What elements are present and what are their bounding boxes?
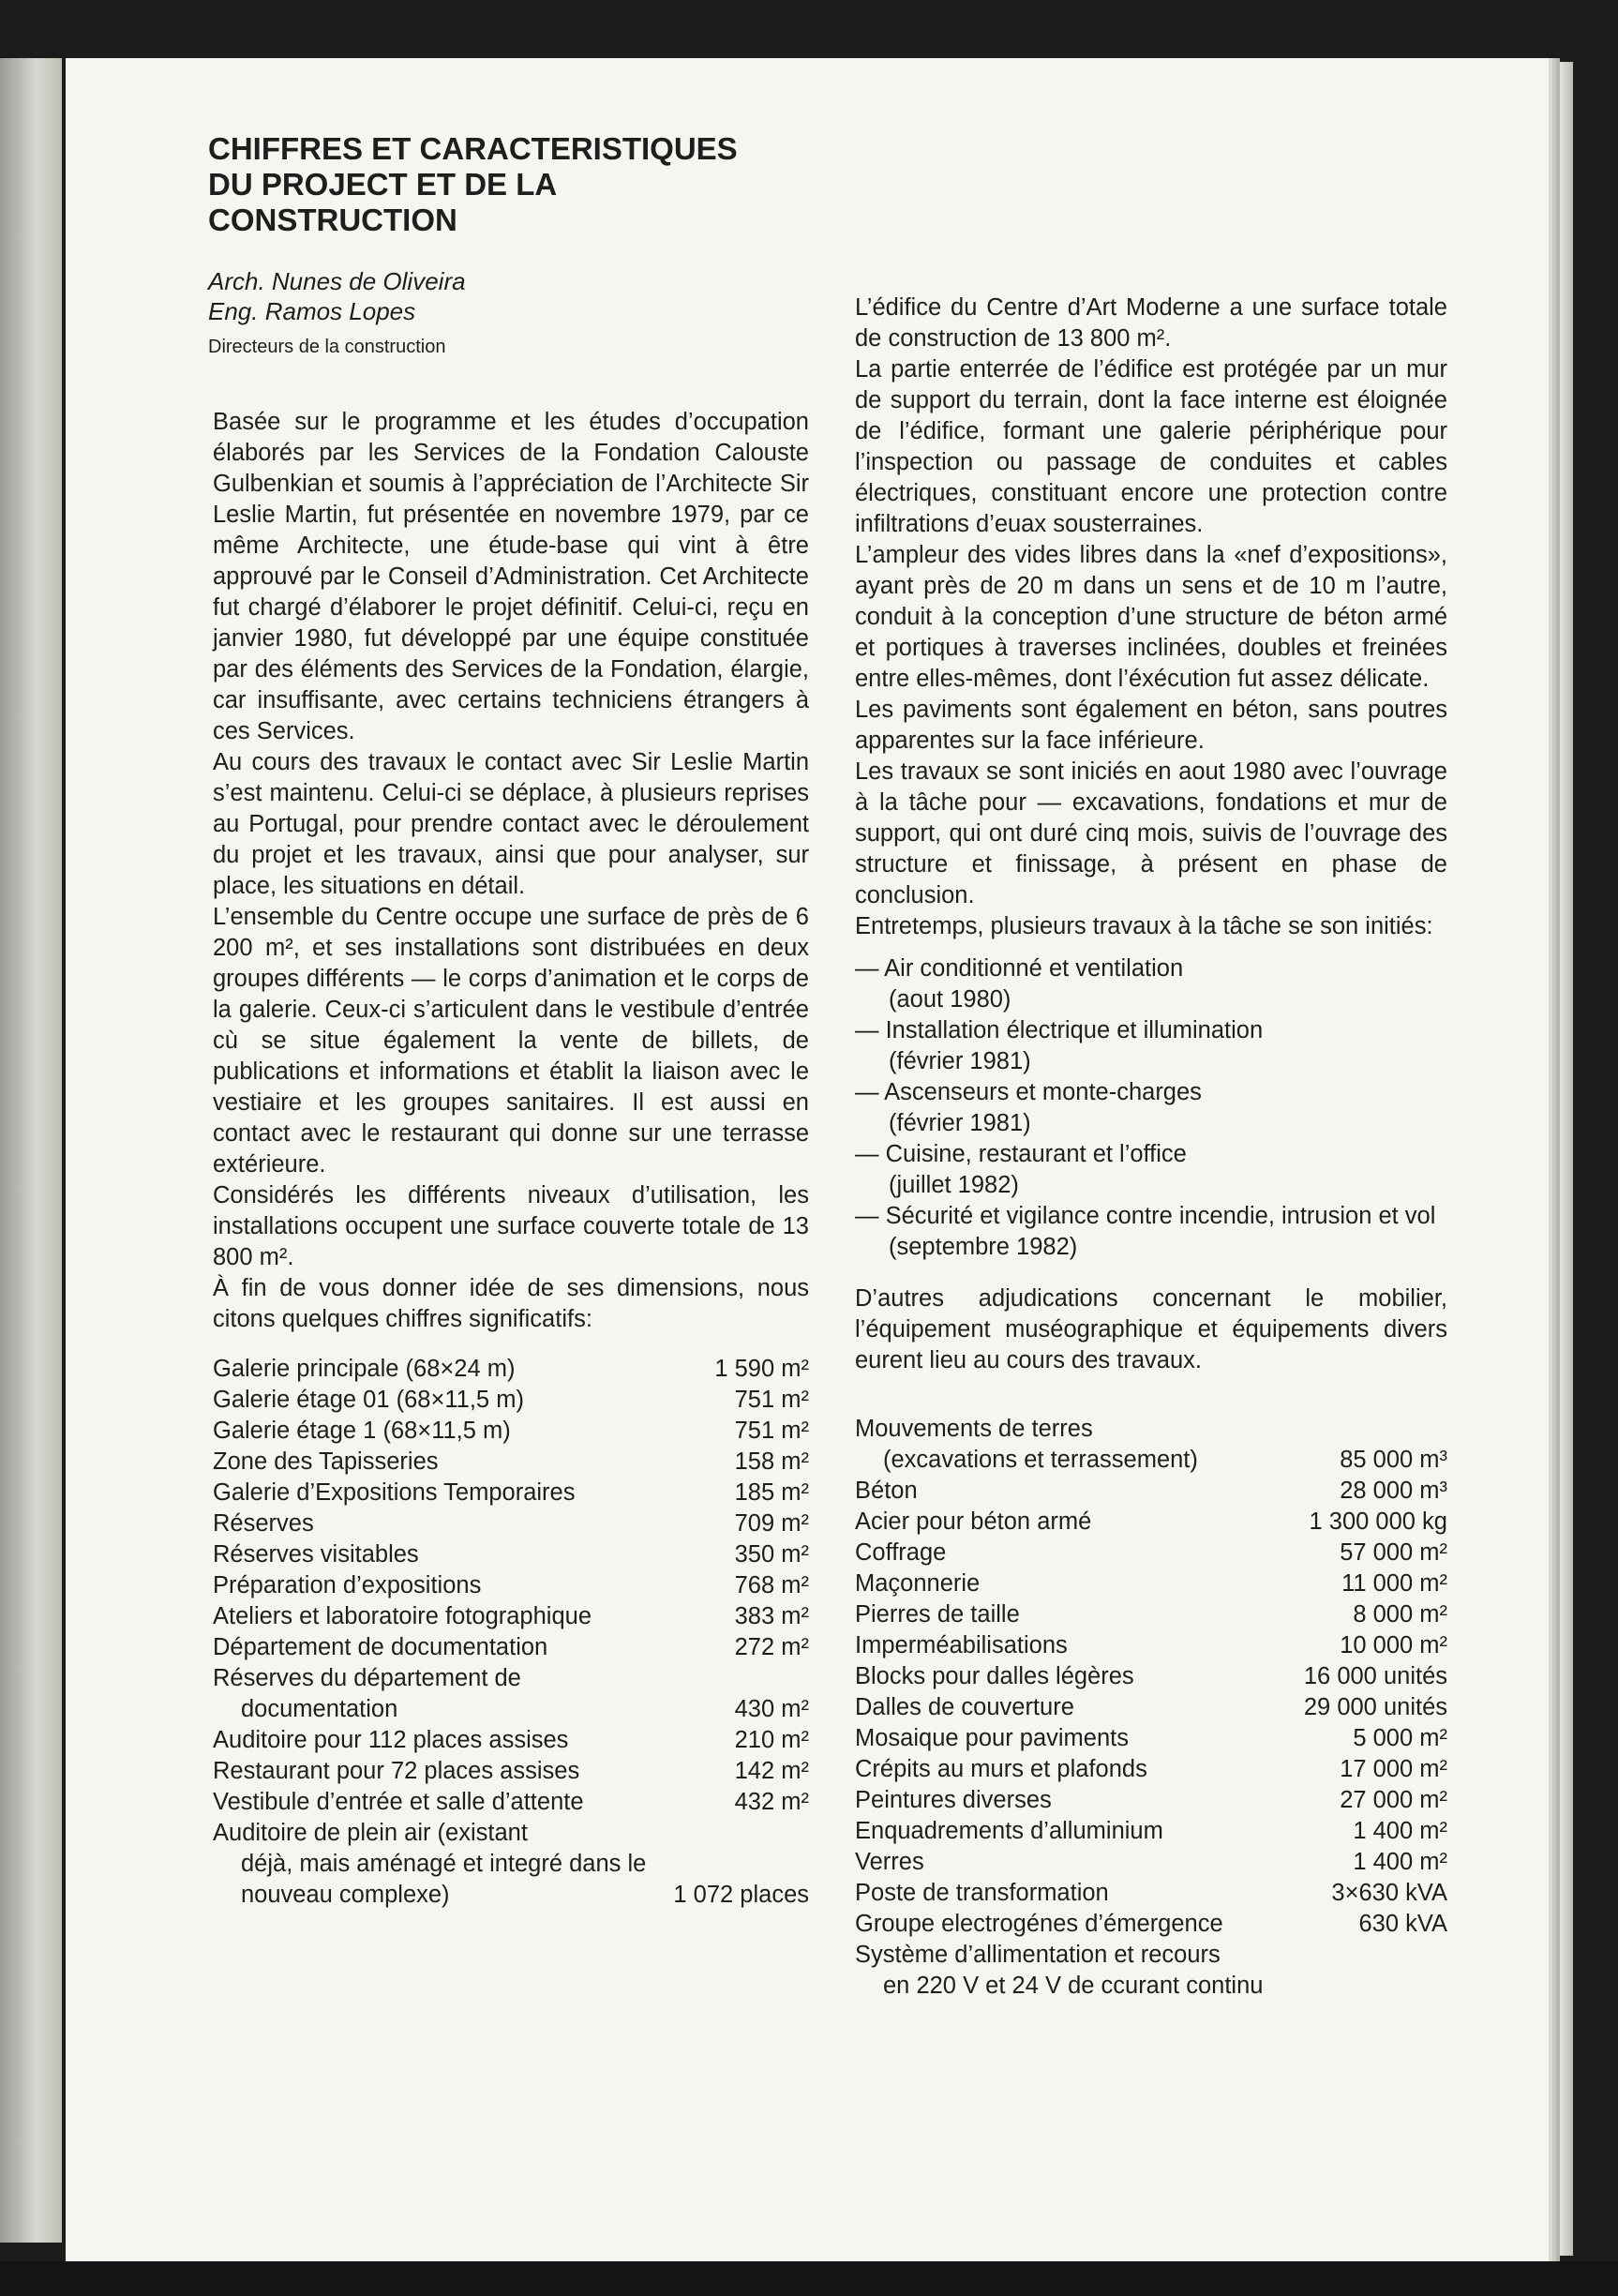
dimension-item	[213, 1818, 673, 1911]
dimension-item: Préparation d’expositions	[213, 1572, 482, 1598]
table-row	[213, 1725, 809, 1756]
material-item: Blocks pour dalles légères	[855, 1663, 1134, 1689]
table-row	[213, 1385, 809, 1416]
table-row	[213, 1818, 809, 1911]
paragraph: L’ensemble du Centre occupe une surface de près de 6 200 m², et ses installations sont distribuées en deux groupes différents — le corps d’animation et le corps de la galerie. Ceux-ci s’articulent dans le vestibule d’entrée cù se situe également la vente de billets, de publications et informations et établit la liaison avec le vestiaire et les groupes sanitaires. Il est aussi en contact avec le restaurant qui donne sur une terrasse extérieure.	[213, 904, 809, 1178]
material-item-continuation: (excavations et terrassement)	[883, 1447, 1198, 1473]
material-item: Mosaique pour paviments	[855, 1725, 1129, 1751]
dimension-value: 158 m²	[734, 1448, 809, 1475]
material-item: Imperméabilisations	[855, 1632, 1068, 1658]
title-line: DU PROJECT ET DE LA	[208, 167, 558, 202]
dimension-value: 432 m²	[734, 1789, 809, 1815]
dimension-value: 185 m²	[734, 1479, 809, 1506]
title-line: CHIFFRES ET CARACTERISTIQUES	[208, 131, 738, 166]
table-row	[855, 1878, 1447, 1909]
materials-table	[855, 1414, 1447, 2002]
paragraph: D’autres adjudications concernant le mobilier, l’équipement muséographique et équipements divers eurent lieu au cours des travaux.	[855, 1285, 1447, 1373]
material-value: 28 000 m³	[1340, 1478, 1447, 1504]
dimension-item: Zone des Tapisseries	[213, 1448, 439, 1475]
table-row	[855, 1476, 1447, 1507]
material-item	[855, 1940, 1294, 2002]
material-item-continuation: en 220 V et 24 V de ccurant continu	[883, 1973, 1264, 1999]
dimension-value: 210 m²	[734, 1727, 809, 1753]
material-item	[855, 1414, 1294, 1476]
authors	[208, 266, 466, 326]
table-row	[213, 1447, 809, 1478]
dimension-item: Galerie d’Expositions Temporaires	[213, 1479, 576, 1506]
table-row	[213, 1632, 809, 1663]
table-row	[855, 1538, 1447, 1568]
material-item: Verres	[855, 1849, 924, 1875]
table-row	[213, 1570, 809, 1601]
material-value: 1 300 000 kg	[1309, 1508, 1447, 1535]
dimension-item: Département de documentation	[213, 1634, 548, 1660]
left-column	[213, 407, 809, 1911]
adjacent-page-edge	[0, 58, 62, 2243]
table-row	[213, 1354, 809, 1385]
title-line: CONSTRUCTION	[208, 203, 457, 237]
dimension-value: 383 m²	[734, 1603, 809, 1629]
dimension-value: 272 m²	[734, 1634, 809, 1660]
table-row	[213, 1663, 809, 1725]
table-row	[855, 1414, 1447, 1476]
table-row	[855, 1847, 1447, 1878]
paragraph: La partie enterrée de l’édifice est protégée par un mur de support du terrain, dont la face interne est éloignée de l’édifice, formant une galerie périphérique pour l’inspection ou passage de conduites et cables électriques, constituant encore une protection contre infiltrations d’euax sousterraines.	[855, 356, 1447, 537]
dimension-value: 1 072 places	[673, 1882, 809, 1908]
dimension-value: 768 m²	[734, 1572, 809, 1598]
material-value: 1 400 m²	[1353, 1818, 1447, 1844]
material-item-label: Système d’allimentation et recours	[855, 1942, 1221, 1968]
material-item: Coffrage	[855, 1539, 947, 1566]
dimension-value: 751 m²	[734, 1418, 809, 1444]
list-item	[855, 1015, 1447, 1077]
paragraph: Les paviments sont également en béton, sans poutres apparentes sur la face inférieure.	[855, 697, 1447, 754]
material-item: Pierres de taille	[855, 1601, 1020, 1628]
paragraph: Entretemps, plusieurs travaux à la tâche se son initiés:	[855, 913, 1433, 939]
material-item: Dalles de couverture	[855, 1694, 1074, 1720]
table-row	[213, 1508, 809, 1539]
table-row	[855, 1568, 1447, 1599]
author-name: Eng. Ramos Lopes	[208, 297, 416, 325]
paragraph: Basée sur le programme et les études d’occupation élaborés par les Services de la Fondation Calouste Gulbenkian et soumis à l’appréciation de l’Architecte Sir Leslie Martin, fut présentée en novembre 1979, par ce même Architecte, une étude-base qui vint à être approuvé par le Conseil d’Administration. Cet Architecte fut chargé d’élaborer le projet définitif. Celui-ci, reçu en janvier 1980, fut développé par une équipe constituée par des éléments des Services de la Fondation, élargie, car insuffisante, avec certains techniciens étrangers à ces Services.	[213, 409, 809, 744]
work-label: — Ascenseurs et monte-charges	[855, 1079, 1202, 1105]
dimension-item: Réserves visitables	[213, 1541, 419, 1568]
material-item-label: Mouvements de terres	[855, 1416, 1093, 1442]
dimension-value: 709 m²	[734, 1510, 809, 1537]
page-stack-edge	[1560, 62, 1573, 2256]
page-title	[208, 131, 864, 238]
dimension-value: 142 m²	[734, 1758, 809, 1784]
material-item: Acier pour béton armé	[855, 1508, 1092, 1535]
table-row	[855, 1909, 1447, 1940]
paragraph: Au cours des travaux le contact avec Sir Leslie Martin s’est maintenu. Celui-ci se déplace, à plusieurs reprises au Portugal, pour prendre contact avec le déroulement du projet et les travaux, ainsi que pour analyser, sur place, les situations en détail.	[213, 749, 809, 899]
dimension-value: 430 m²	[734, 1696, 809, 1722]
material-value: 10 000 m²	[1340, 1632, 1447, 1658]
material-item: Groupe electrogénes d’émergence	[855, 1911, 1223, 1937]
table-row	[213, 1787, 809, 1818]
authors-role: Directeurs de la construction	[208, 337, 446, 357]
material-value	[1294, 1940, 1447, 2002]
material-value: 17 000 m²	[1340, 1756, 1447, 1782]
material-value: 85 000 m³	[1340, 1447, 1447, 1473]
table-row	[213, 1539, 809, 1570]
table-row	[855, 1661, 1447, 1692]
dimension-item: Ateliers et laboratoire fotographique	[213, 1603, 592, 1629]
dimensions-table	[213, 1354, 809, 1911]
table-row	[213, 1416, 809, 1447]
works-list	[855, 953, 1447, 1263]
dimension-item	[213, 1663, 673, 1725]
list-item	[855, 1077, 1447, 1139]
table-row	[855, 1599, 1447, 1630]
paragraph: Les travaux se sont iniciés en aout 1980 avec l’ouvrage à la tâche pour — excavations, fondations et mur de support, qui ont duré cinq mois, suivis de l’ouvrage des structure et finissage, à présent en phase de conclusion.	[855, 758, 1447, 908]
table-row	[855, 1785, 1447, 1816]
paragraph: L’ampleur des vides libres dans la «nef d’expositions», ayant près de 20 m dans un sens et de 10 m l’autre, conduit à la conception d’une structure de béton armé et portiques à traverses inclinées, doubles et freinées entre elles-mêmes, dont l’éxécution fut assez délicate.	[855, 542, 1447, 692]
material-value: 5 000 m²	[1353, 1725, 1447, 1751]
material-item: Béton	[855, 1478, 918, 1504]
dimension-item: Restaurant pour 72 places assises	[213, 1758, 580, 1784]
dimension-value: 350 m²	[734, 1541, 809, 1568]
material-value: 57 000 m²	[1340, 1539, 1447, 1566]
dimension-item: Galerie étage 01 (68×11,5 m)	[213, 1387, 524, 1413]
dimension-item-label: Réserves du département de	[213, 1665, 521, 1691]
dimension-item: Vestibule d’entrée et salle d’attente	[213, 1789, 584, 1815]
paragraph: L’édifice du Centre d’Art Moderne a une surface totale de construction de 13 800 m².	[855, 294, 1447, 352]
table-row	[213, 1478, 809, 1508]
material-value: 27 000 m²	[1340, 1787, 1447, 1813]
work-label: — Cuisine, restaurant et l’office	[855, 1141, 1187, 1167]
table-row	[855, 1630, 1447, 1661]
dimension-value: 751 m²	[734, 1387, 809, 1413]
table-row	[855, 1754, 1447, 1785]
table-row	[855, 1723, 1447, 1754]
work-date: (juillet 1982)	[889, 1172, 1019, 1198]
dimension-item: Auditoire pour 112 places assises	[213, 1727, 569, 1753]
table-row	[213, 1756, 809, 1787]
work-date: (février 1981)	[889, 1110, 1031, 1136]
material-value: 16 000 unités	[1303, 1663, 1447, 1689]
right-column	[855, 293, 1447, 2002]
material-value: 630 kVA	[1358, 1911, 1447, 1937]
work-label: — Sécurité et vigilance contre incendie, intrusion et vol	[855, 1203, 1436, 1229]
list-item	[855, 1139, 1447, 1201]
list-item	[855, 953, 1447, 1015]
material-item: Maçonnerie	[855, 1570, 981, 1597]
dimension-item: Réserves	[213, 1510, 314, 1537]
dimension-item-label: Auditoire de plein air (existant	[213, 1820, 528, 1846]
dimension-item-continuation: déjà, mais aménagé et integré dans le nouveau complexe)	[241, 1851, 647, 1908]
table-row	[855, 1816, 1447, 1847]
material-value: 1 400 m²	[1353, 1849, 1447, 1875]
work-label: — Air conditionné et ventilation	[855, 955, 1184, 982]
material-value: 11 000 m²	[1341, 1570, 1447, 1597]
work-label: — Installation électrique et illumination	[855, 1017, 1264, 1043]
material-item: Poste de transformation	[855, 1880, 1109, 1906]
work-date: (février 1981)	[889, 1048, 1031, 1074]
material-value: 29 000 unités	[1303, 1694, 1447, 1720]
dimension-item-continuation: documentation	[241, 1696, 398, 1722]
scan-bottom-border	[0, 2261, 1618, 2296]
work-date: (septembre 1982)	[889, 1234, 1078, 1260]
material-item: Crépits au murs et plafonds	[855, 1756, 1147, 1782]
table-row	[855, 1507, 1447, 1538]
dimension-item: Galerie principale (68×24 m)	[213, 1356, 516, 1382]
material-item: Peintures diverses	[855, 1787, 1052, 1813]
table-row	[855, 1692, 1447, 1723]
paragraph: À fin de vous donner idée de ses dimensions, nous citons quelques chiffres significatifs:	[213, 1275, 809, 1332]
material-value: 3×630 kVA	[1331, 1880, 1447, 1906]
table-row	[213, 1601, 809, 1632]
material-item: Enquadrements d’alluminium	[855, 1818, 1163, 1844]
dimension-value: 1 590 m²	[714, 1356, 809, 1382]
paragraph: Considérés les différents niveaux d’utilisation, les installations occupent une surface couverte totale de 13 800 m².	[213, 1182, 809, 1270]
material-value: 8 000 m²	[1353, 1601, 1447, 1628]
table-row	[855, 1940, 1447, 2002]
list-item	[855, 1201, 1447, 1263]
author-name: Arch. Nunes de Oliveira	[208, 267, 466, 295]
work-date: (aout 1980)	[889, 986, 1011, 1013]
dimension-item: Galerie étage 1 (68×11,5 m)	[213, 1418, 511, 1444]
